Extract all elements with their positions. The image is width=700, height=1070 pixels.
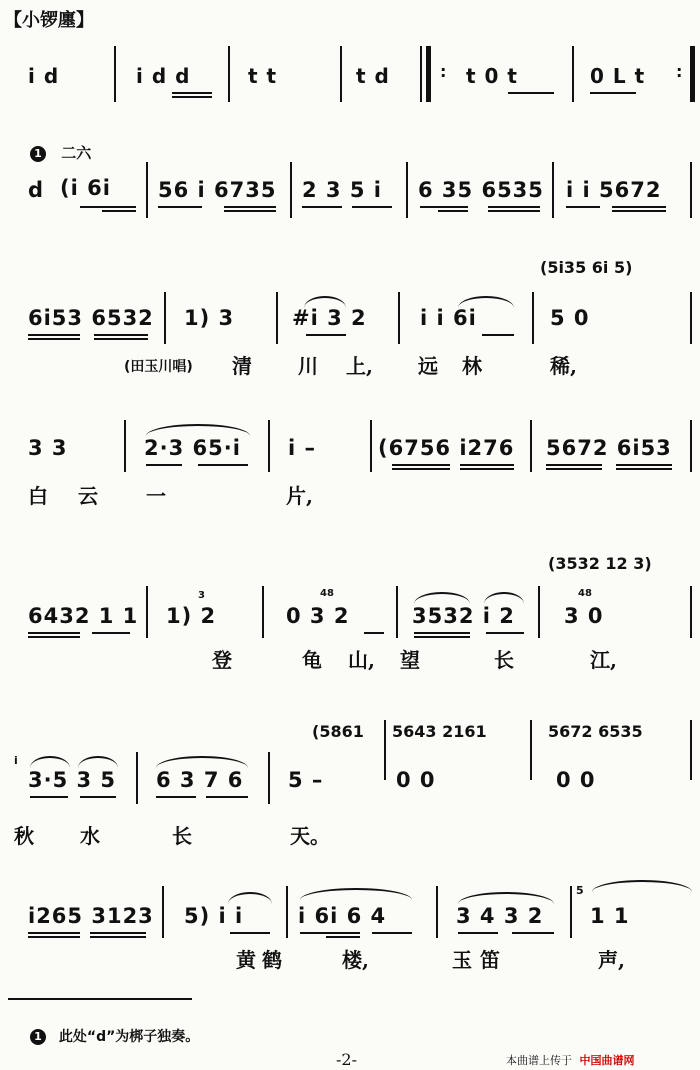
lyric: 天。	[290, 824, 330, 848]
measure-4-1: 6432 1 1	[28, 604, 139, 628]
source-watermark	[506, 1052, 635, 1068]
grace-note: 48	[320, 588, 334, 599]
barline	[384, 720, 386, 780]
barline	[690, 292, 692, 344]
underline	[224, 210, 276, 212]
measure-6-4: 3 4 3 2	[456, 904, 544, 928]
measure-2-2: 1) 3	[184, 306, 235, 330]
barline	[370, 420, 372, 472]
measure-5-3: 5 –	[288, 768, 324, 792]
measure-6-3: i 6i 6 4	[298, 904, 387, 928]
footnote-rule	[8, 998, 192, 1000]
underline	[300, 932, 360, 934]
lyric: 白	[28, 484, 48, 508]
underline	[612, 210, 666, 212]
measure-1-2: 56 i 6735	[158, 178, 277, 202]
underline	[198, 464, 248, 466]
measure-4-5: 3 0	[564, 604, 604, 628]
barline	[436, 886, 438, 938]
barline	[268, 420, 270, 472]
underline	[392, 464, 450, 466]
underline	[460, 468, 514, 470]
footnote-marker-icon: 1	[30, 1029, 46, 1045]
lead-note: d	[28, 178, 45, 202]
lyric: 林	[462, 354, 482, 378]
underline	[488, 206, 540, 208]
barline	[286, 886, 288, 938]
measure-0-1: i d	[28, 64, 60, 88]
underline	[94, 334, 148, 336]
underline	[414, 636, 470, 638]
repeat-start-barline	[426, 46, 431, 102]
lyric: 山,	[348, 648, 375, 672]
lyric: 长	[172, 824, 192, 848]
barline	[340, 46, 342, 102]
underline	[488, 210, 540, 212]
underline	[364, 632, 384, 634]
lyric: 登	[212, 648, 232, 672]
barline	[290, 162, 292, 218]
measure-6-5: 1 1	[590, 904, 630, 928]
barline	[570, 886, 572, 938]
instrumental-parenthetical: (5i35 6i 5)	[540, 258, 633, 277]
lyric: 一	[146, 484, 166, 508]
measure-3-2: 2·3 65·i	[144, 436, 241, 460]
slur	[414, 592, 470, 604]
lyric: 清	[232, 354, 252, 378]
barline	[164, 292, 166, 344]
barline	[420, 46, 422, 102]
measure-3-4: (6756 i276	[378, 436, 515, 460]
slur	[78, 756, 118, 768]
lyric: 上,	[346, 354, 373, 378]
barline	[690, 162, 692, 218]
underline	[326, 936, 360, 938]
measure-1-3: 2 3 5 i	[302, 178, 382, 202]
instrumental-parenthetical: (3532 12 3)	[548, 554, 652, 573]
measure-0-6: 0 L t	[590, 64, 646, 88]
measure-3-3: i –	[288, 436, 317, 460]
source-text: 本曲谱上传于	[506, 1054, 572, 1067]
underline	[28, 334, 80, 336]
underline	[306, 334, 346, 336]
lyric: 鹤	[262, 948, 282, 972]
underline	[566, 206, 600, 208]
lyric: 望	[400, 648, 420, 672]
source-logo: 中国曲谱网	[579, 1054, 635, 1067]
slur	[156, 756, 248, 768]
underline	[156, 796, 196, 798]
footnote	[30, 1026, 199, 1046]
grace-note: 5	[576, 884, 584, 897]
lyric: 云	[78, 484, 98, 508]
title: 【小锣廛】	[4, 10, 94, 31]
lyric: 川	[298, 354, 318, 378]
underline	[90, 932, 146, 934]
underline	[482, 334, 514, 336]
underline	[392, 468, 450, 470]
barline	[398, 292, 400, 344]
barline	[530, 720, 532, 780]
repeat-dots: :	[440, 62, 448, 81]
underline	[28, 932, 80, 934]
underline	[616, 464, 672, 466]
lyric: 水	[80, 824, 100, 848]
barline	[530, 420, 532, 472]
underline	[590, 92, 636, 94]
measure-5-4: 0 0	[396, 768, 436, 792]
slur	[304, 296, 346, 308]
slur	[300, 888, 412, 900]
underline	[30, 796, 68, 798]
measure-4-2: 1) 2	[166, 604, 217, 628]
underline	[94, 338, 148, 340]
singer-credit: (田玉川唱)	[124, 359, 193, 375]
underline	[372, 932, 412, 934]
instrumental-parenthetical: (5861	[312, 722, 364, 741]
underline	[486, 632, 524, 634]
lyric: 笛	[480, 948, 500, 972]
measure-0-5: t 0 t	[466, 64, 518, 88]
repeat-end-barline	[690, 46, 695, 102]
underline	[80, 206, 136, 208]
grace-note: 48	[578, 588, 592, 599]
barline	[114, 46, 116, 102]
measure-0-3: t t	[248, 64, 278, 88]
underline	[28, 338, 80, 340]
slur	[146, 424, 250, 436]
barline	[124, 420, 126, 472]
barline	[146, 586, 148, 638]
barline	[552, 162, 554, 218]
underline	[414, 632, 470, 634]
barline	[268, 752, 270, 804]
barline	[532, 292, 534, 344]
underline	[352, 206, 392, 208]
measure-2-4: i i 6i	[420, 306, 477, 330]
underline	[92, 632, 130, 634]
slur	[30, 756, 70, 768]
measure-5-1: 3·5 3 5	[28, 768, 117, 792]
underline	[546, 464, 602, 466]
lyric: 玉	[452, 948, 472, 972]
grace-note: 3	[198, 590, 205, 601]
underline	[458, 932, 498, 934]
barline	[396, 586, 398, 638]
lyric: 长	[494, 648, 514, 672]
underline	[102, 210, 136, 212]
measure-5-2: 6 3 7 6	[156, 768, 244, 792]
measure-0-4: t d	[356, 64, 390, 88]
measure-1-5: i i 5672	[566, 178, 662, 202]
slur	[458, 892, 554, 904]
underline	[158, 206, 202, 208]
underline	[616, 468, 672, 470]
barline	[162, 886, 164, 938]
measure-0-2: i d d	[136, 64, 191, 88]
lyric: 黄	[236, 948, 256, 972]
underline	[438, 210, 468, 212]
barline	[146, 162, 148, 218]
lyric: 远	[418, 354, 438, 378]
underline	[172, 96, 212, 98]
measure-2-3: #i 3 2	[292, 306, 367, 330]
barline	[538, 586, 540, 638]
barline	[690, 720, 692, 780]
barline	[690, 586, 692, 638]
footnote-marker-icon: 1	[30, 146, 46, 162]
underline	[146, 464, 182, 466]
slur	[228, 892, 272, 904]
measure-4-4: 3532 i 2	[412, 604, 515, 628]
measure-6-1: i265 3123	[28, 904, 154, 928]
measure-5-5: 0 0	[556, 768, 596, 792]
measure-3-1: 3 3	[28, 436, 68, 460]
barline	[136, 752, 138, 804]
instrumental-parenthetical: 5643 2161	[392, 722, 487, 741]
repeat-dots: :	[676, 62, 684, 81]
underline	[612, 206, 666, 208]
underline	[28, 632, 80, 634]
underline	[508, 92, 554, 94]
lyric: 片,	[286, 484, 313, 508]
lyric: 稀,	[550, 354, 577, 378]
barline	[406, 162, 408, 218]
page-number: -2-	[336, 1050, 357, 1069]
underline	[460, 464, 514, 466]
underline	[90, 936, 146, 938]
section-label	[30, 142, 91, 163]
measure-1-4: 6 35 6535	[418, 178, 544, 202]
barline	[228, 46, 230, 102]
grace-note: i	[14, 754, 18, 767]
measure-2-5: 5 0	[550, 306, 590, 330]
lyric: 楼,	[342, 948, 369, 972]
underline	[28, 936, 80, 938]
underline	[80, 796, 116, 798]
underline	[420, 206, 468, 208]
slur	[592, 880, 692, 892]
measure-6-2: 5) i i	[184, 904, 244, 928]
measure-4-3: 0 3 2	[286, 604, 350, 628]
lyric: 龟	[302, 648, 322, 672]
measure-1-1: (i 6i	[60, 176, 111, 200]
underline	[224, 206, 276, 208]
underline	[172, 92, 212, 94]
underline	[206, 796, 248, 798]
measure-2-1: 6i53 6532	[28, 306, 154, 330]
underline	[512, 932, 554, 934]
underline	[28, 636, 80, 638]
slur	[458, 296, 514, 308]
underline	[230, 932, 270, 934]
barline	[572, 46, 574, 102]
barline	[690, 420, 692, 472]
barline	[262, 586, 264, 638]
measure-3-5: 5672 6i53	[546, 436, 672, 460]
lyric: 江,	[590, 648, 617, 672]
footnote-text: 此处“d”为梆子独奏。	[58, 1029, 200, 1045]
lyric: 声,	[598, 948, 625, 972]
underline	[546, 468, 602, 470]
instrumental-parenthetical: 5672 6535	[548, 722, 643, 741]
lyric: 秋	[14, 824, 34, 848]
barline	[276, 292, 278, 344]
slur	[484, 592, 524, 604]
underline	[302, 206, 342, 208]
section-text: 二六	[61, 144, 92, 162]
